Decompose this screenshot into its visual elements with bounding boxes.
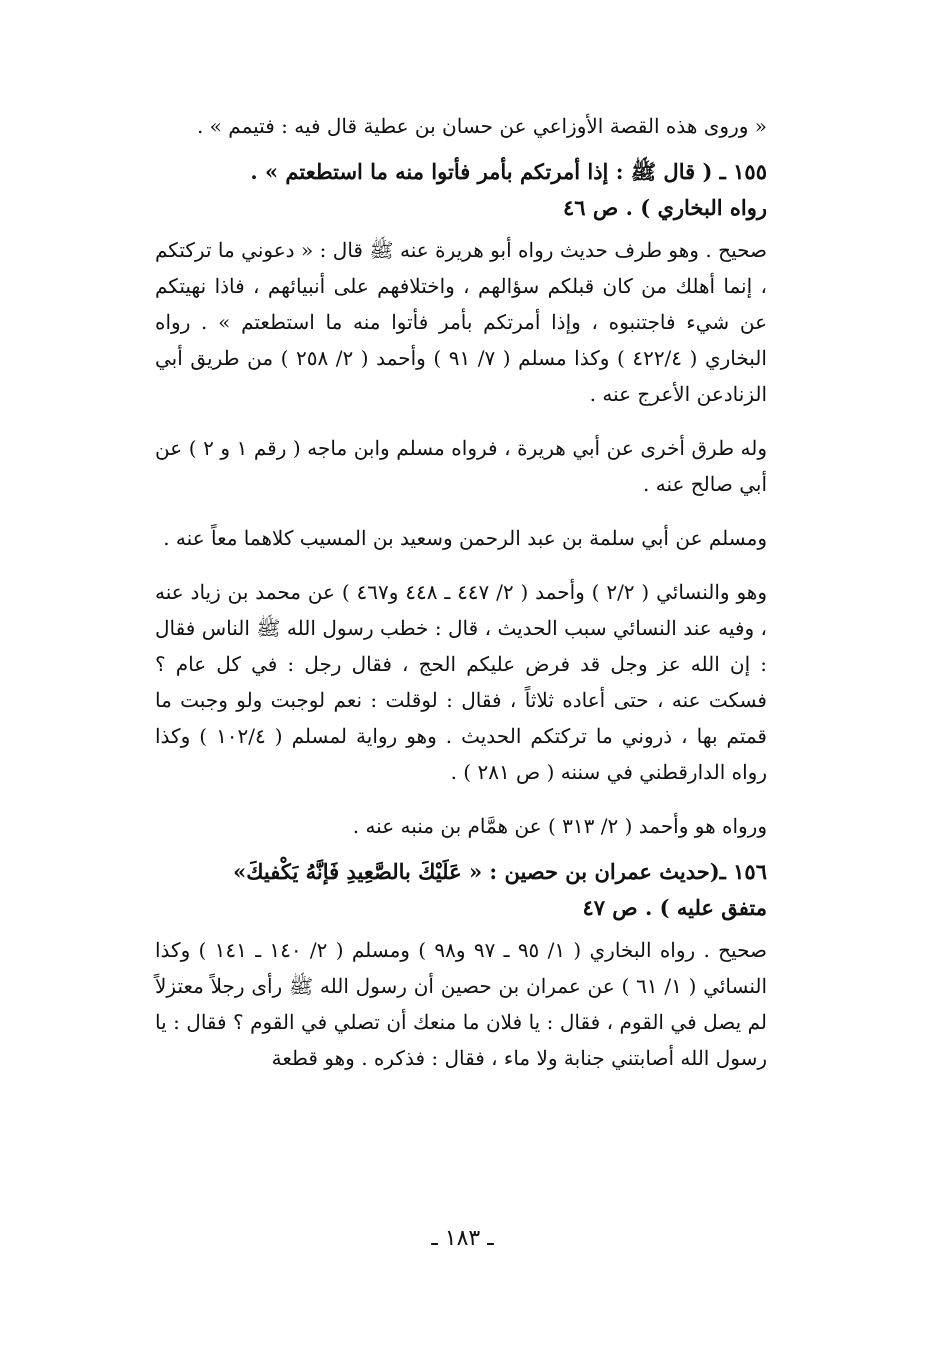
paragraph-muslim-route: ومسلم عن أبي سلمة بن عبد الرحمن وسعيد بن المسيب كلاهما معاً عنه . (163, 526, 767, 550)
hadith-156-source: متفق عليه ) . ص ٤٧ (582, 895, 767, 920)
paragraph-awzai: « وروى هذه القصة الأوزاعي عن حسان بن عطية قال فيه : فتيمم » . (196, 114, 767, 138)
paragraph-nasai-route: وهو والنسائي ( ٢/٢ ) وأحمد ( ٢/ ٤٤٧ ـ ٤٤٨ و٤٦٧ ) عن محمد بن زياد عنه ، وفيه عند النسائي سبب الحديث ، قال : خطب رسول الله ﷺ الناس فقال : إن الله عز وجل قد فرض عليكم الحج ، فقال رجل : في كل عام ؟ فسكت عنه ، حتى أعاده ثلاثاً ، فقال : لوقلت : نعم لوجبت ولو وجبت ما قمتم بها ، ذروني ما تركتكم الحديث . وهو رواية لمسلم ( ١٠٢/٤ ) وكذا رواه الدارقطني في سننه ( ص ٢٨١ ) . (155, 580, 767, 784)
page-number: ـ ١٨٣ ـ (431, 1226, 494, 1251)
hadith-156-heading (155, 854, 767, 926)
hadith-155-source: رواه البخاري ) . ص ٤٦ (563, 195, 767, 220)
paragraph-hammam-route: ورواه هو وأحمد ( ٢/ ٣١٣ ) عن همَّام بن منبه عنه . (352, 814, 767, 838)
page-body (155, 108, 767, 1094)
hadith-155-text: ١٥٥ ـ ( قال ﷺ : إذا أمرتكم بأمر فأتوا منه ما استطعتم » . (250, 159, 767, 184)
paragraph-156-commentary: صحيح . رواه البخاري ( ١/ ٩٥ ـ ٩٧ و٩٨ ) ومسلم ( ٢/ ١٤٠ ـ ١٤١ ) وكذا النسائي ( ١/ ٦١ ) عن عمران بن حصين أن رسول الله ﷺ رأى رجلاً معتزلاً لم يصل في القوم ، فقال : يا فلان ما منعك أن تصلي في القوم ؟ فقال : يا رسول الله أصابتني جنابة ولا ماء ، فقال : فذكره . وهو قطعة (155, 938, 768, 1070)
hadith-155-heading (155, 154, 767, 226)
paragraph-other-routes: وله طرق أخرى عن أبي هريرة ، فرواه مسلم وابن ماجه ( رقم ١ و ٢ ) عن أبي صالح عنه . (155, 436, 768, 496)
paragraph-155-commentary: صحيح . وهو طرف حديث رواه أبو هريرة عنه ﷺ قال : « دعوني ما تركتكم ، إنما أهلك من كان قبلكم سؤالهم ، واختلافهم على أنبيائهم ، فاذا نهيتكم عن شيء فاجتنبوه ، وإذا أمرتكم بأمر فأتوا منه ما استطعتم » . رواه البخاري ( ٤٢٢/٤ ) وكذا مسلم ( ٧/ ٩١ ) وأحمد ( ٢/ ٢٥٨ ) من طريق أبي الزنادعن الأعرج عنه . (155, 238, 767, 406)
hadith-156-text: ١٥٦ ـ(حديث عمران بن حصين : « عَلَيْكَ بالصَّعِيدِ فَإنَّهُ يَكْفيكَ» (233, 859, 767, 884)
